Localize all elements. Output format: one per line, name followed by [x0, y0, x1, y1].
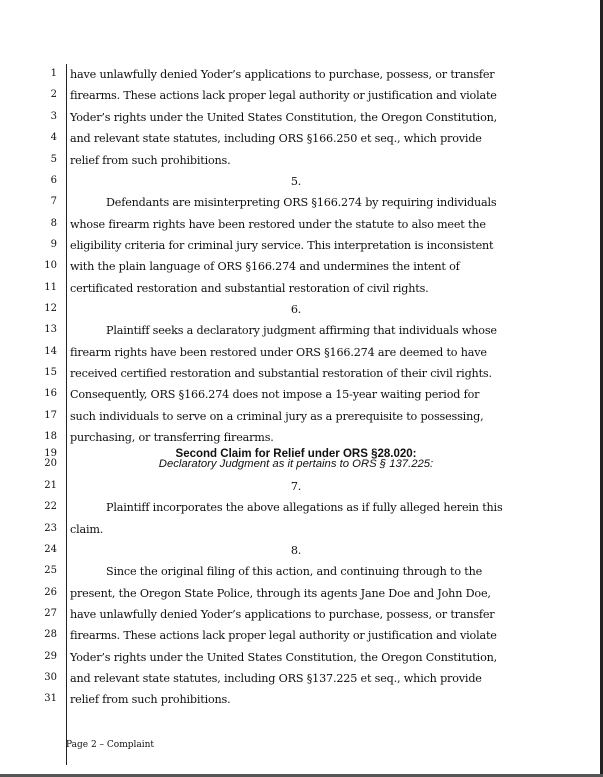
text-line: relief from such prohibitions. [70, 154, 231, 167]
text-line: Plaintiff seeks a declaratory judgment affirming that individuals whose [106, 324, 497, 337]
line-number: 12 [44, 303, 57, 314]
line-number: 18 [44, 431, 57, 442]
paragraph-number: 7. [290, 480, 302, 493]
left-margin-rule [66, 64, 67, 765]
page-footer: Page 2 – Complaint [66, 740, 155, 750]
text-line: firearms. These actions lack proper legal authority or justification and violate [70, 89, 497, 102]
line-number: 22 [44, 501, 57, 512]
text-line: Since the original filing of this action, and continuing through to the [106, 565, 483, 578]
text-line: Yoder’s rights under the United States Constitution, the Oregon Constitution, [70, 651, 498, 664]
line-number: 11 [44, 282, 57, 293]
paragraph-number: 5. [290, 175, 302, 188]
text-line: Plaintiff incorporates the above allegations as if fully alleged herein this [106, 501, 503, 514]
text-line: have unlawfully denied Yoder’s applications to purchase, possess, or transfer [70, 608, 495, 621]
line-number: 13 [44, 324, 57, 335]
text-line: eligibility criteria for criminal jury service. This interpretation is inconsistent [70, 239, 494, 252]
line-number: 23 [44, 523, 57, 534]
text-line: certificated restoration and substantial restoration of civil rights. [70, 282, 429, 295]
line-number: 24 [44, 544, 57, 555]
text-line: whose firearm rights have been restored under the statute to also meet the [70, 218, 486, 231]
line-number: 31 [44, 693, 57, 704]
line-number: 9 [50, 239, 57, 250]
line-number: 26 [44, 587, 57, 598]
line-number: 16 [44, 388, 57, 399]
line-number: 21 [44, 480, 57, 491]
line-number: 8 [50, 218, 57, 229]
line-number: 30 [44, 672, 57, 683]
text-line: claim. [70, 523, 104, 536]
line-number: 10 [44, 260, 57, 271]
text-line: present, the Oregon State Police, through its agents Jane Doe and John Doe, [70, 587, 491, 600]
text-line: relief from such prohibitions. [70, 693, 231, 706]
line-number: 29 [44, 651, 57, 662]
text-line: Yoder’s rights under the United States Constitution, the Oregon Constitution, [70, 111, 498, 124]
text-line: with the plain language of ORS §166.274 and undermines the intent of [70, 260, 460, 273]
line-number: 25 [44, 565, 57, 576]
line-number: 20 [44, 458, 57, 469]
text-line: firearm rights have been restored under ORS §166.274 are deemed to have [70, 346, 487, 359]
line-number: 4 [50, 132, 57, 143]
claim-subheading: Declaratory Judgment as it pertains to ORS § 137.225: [158, 458, 434, 470]
line-number: 28 [44, 629, 57, 640]
text-line: and relevant state statutes, including ORS §137.225 et seq., which provide [70, 672, 482, 685]
text-line: have unlawfully denied Yoder’s applications to purchase, possess, or transfer [70, 68, 495, 81]
paragraph-number: 6. [290, 303, 302, 316]
line-number: 15 [44, 367, 57, 378]
line-number: 7 [50, 196, 57, 207]
line-number: 6 [50, 175, 57, 186]
line-number: 27 [44, 608, 57, 619]
line-number: 19 [44, 448, 57, 459]
line-number: 1 [50, 68, 57, 79]
text-line: Defendants are misinterpreting ORS §166.274 by requiring individuals [106, 196, 497, 209]
line-number: 17 [44, 410, 57, 421]
line-number: 2 [50, 89, 57, 100]
paragraph-number: 8. [290, 544, 302, 557]
line-number: 14 [44, 346, 57, 357]
claim-heading: Second Claim for Relief under ORS §28.020: [175, 448, 417, 460]
text-line: Consequently, ORS §166.274 does not impose a 15-year waiting period for [70, 388, 480, 401]
line-number: 5 [50, 154, 57, 165]
line-number: 3 [50, 111, 57, 122]
text-line: firearms. These actions lack proper legal authority or justification and violate [70, 629, 497, 642]
text-line: and relevant state statutes, including ORS §166.250 et seq., which provide [70, 132, 482, 145]
text-line: such individuals to serve on a criminal jury as a prerequisite to possessing, [70, 410, 484, 423]
text-line: received certified restoration and substantial restoration of their civil rights. [70, 367, 492, 380]
text-line: purchasing, or transferring firearms. [70, 431, 274, 444]
